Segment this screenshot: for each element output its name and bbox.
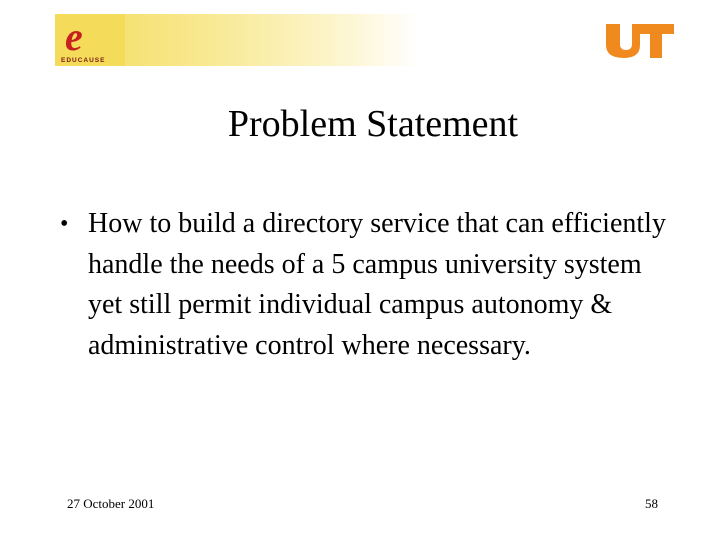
footer-page-number: 58 [645, 496, 658, 511]
slide-title: Problem Statement [227, 103, 519, 145]
bullet-list [60, 204, 670, 366]
footer-date: 27 October 2001 [67, 496, 155, 511]
ut-logo-text: UT [604, 20, 606, 21]
educause-logo-text: EDUCAUSE [61, 57, 106, 64]
educause-logo-letter: e [65, 14, 83, 59]
bullet-text: How to build a directory service that can efficiently handle the needs of a 5 campus university system yet still permit individual campus autonomy & administrative control where necessary. [88, 208, 666, 361]
ut-logo-t-shape [638, 24, 674, 58]
ut-logo-u-shape [606, 24, 640, 58]
educause-logo [55, 14, 125, 66]
bullet-marker: • [60, 211, 69, 237]
bullet-item [60, 204, 670, 366]
ut-logo [604, 20, 676, 60]
